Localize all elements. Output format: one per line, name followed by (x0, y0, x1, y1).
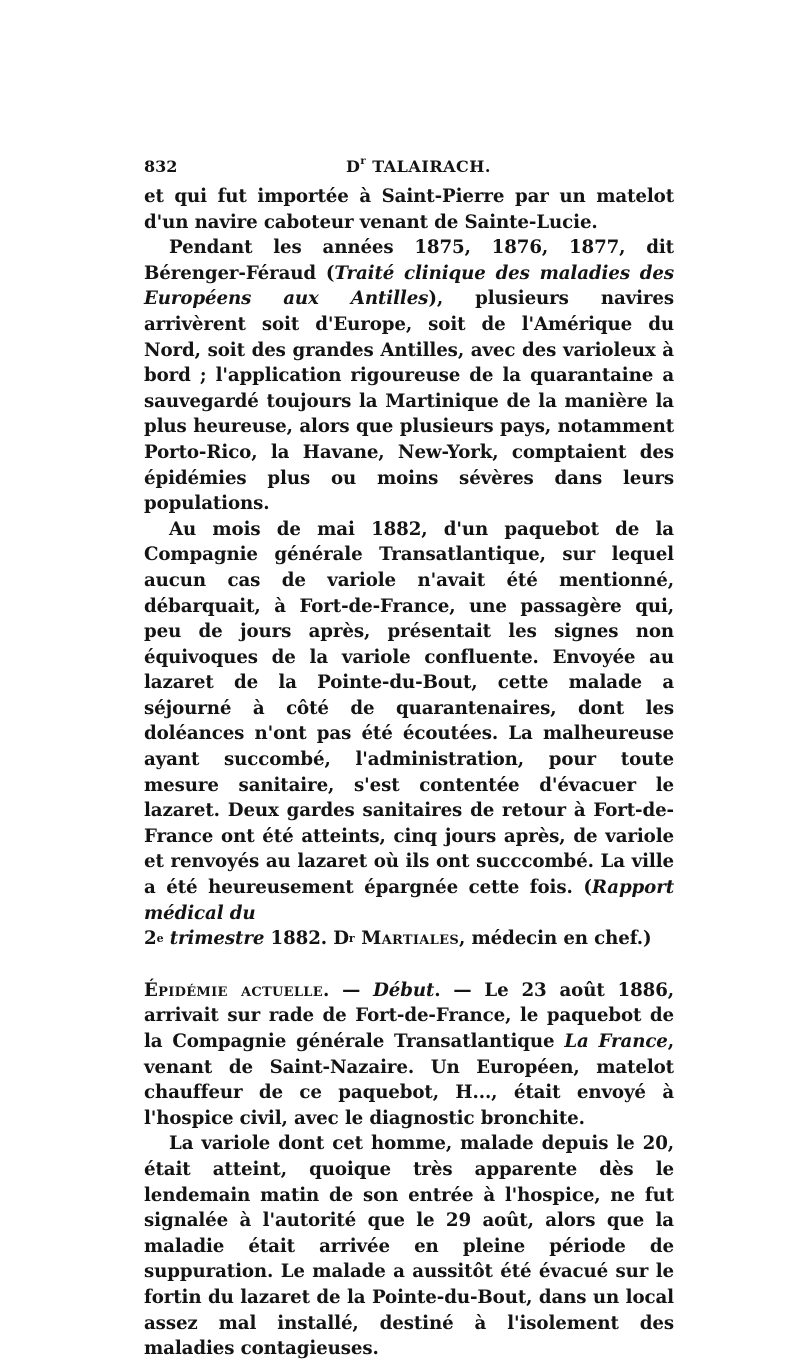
body-text (144, 184, 674, 1362)
section-gap (144, 952, 674, 978)
paragraph-3-report-title-2: trimestre (163, 928, 265, 950)
paragraph-2-book-title: Traité clinique des maladies des Européens aux Antilles (144, 262, 674, 310)
ship-name: La France (564, 1031, 668, 1052)
paragraph-4 (144, 978, 674, 1132)
paragraph-1-text: et qui fut importée à Saint-Pierre par un matelot d'un navire caboteur venant de Sainte-Lucie. (144, 186, 674, 233)
paragraph-4-separator: . — (322, 979, 374, 1001)
paragraph-3 (144, 517, 674, 952)
paragraph-3-report-title: Rapport médical du (144, 877, 674, 924)
running-head-name: TALAIRACH. (366, 157, 491, 176)
paragraph-2-text-b: ), plusieurs navires arrivèrent soit d'Europe, soit de l'Amérique du Nord, soit des grandes Antilles, avec des varioleux à bord ; l'application rigoureuse de la quarantaine a sauvegardé toujours la Martinique de la manière la plus heureuse, alors que plusieurs pays, notamment Porto-Rico, la Havane, New-York, comptaient des épidémies plus ou moins sévères dans leurs populations. (144, 288, 674, 515)
paragraph-3-ordinal-suffix: e (156, 932, 164, 946)
running-head (346, 157, 491, 176)
paragraph-5-text: La variole dont cet homme, malade depuis le 20, était atteint, quoique très apparente dès le lendemain matin de son entrée à l'hospice, ne fut signalée à l'autorité que le 29 août, alors que la maladie était arrivée en pleine période de suppuration. Le malade a aussitôt été évacué sur le fortin du lazaret de la Pointe-du-Bout, dans un local assez mal installé, destiné à l'isolement des maladies contagieuses. (144, 1133, 674, 1360)
paragraph-4-text-c: , venant de Saint-Nazaire. Un Européen, matelot chauffeur de ce paquebot, H..., était envoyé à l'hospice civil, avec le diagnostic bronchite. (144, 1031, 675, 1129)
running-head-prefix: D (346, 157, 361, 176)
paragraph-continuation (144, 184, 674, 235)
paragraph-4-text-b: . — Le 23 août 1886, arrivait sur rade de Fort-de-France, le paquebot de la Compagnie générale Transatlantique (144, 979, 674, 1052)
paragraph-3-doctor-superscript: r (348, 932, 355, 946)
paragraph-3-text-c: , médecin en chef.) (459, 928, 652, 950)
running-head-superscript: r (360, 156, 367, 167)
paragraph-2 (144, 235, 674, 517)
page-header (144, 157, 672, 183)
paragraph-5 (144, 1131, 674, 1361)
paragraph-3-text-b: 1882. D (264, 928, 349, 950)
section-heading: Épidémie actuelle (144, 979, 323, 1001)
paragraph-2-text-a: Pendant les années 1875, 1876, 1877, dit Bérenger-Féraud ( (144, 237, 674, 284)
paragraph-3-doctor-name: Martiales (354, 928, 460, 950)
page-number: 832 (144, 157, 178, 176)
subsection-heading: Début (373, 979, 435, 1001)
paragraph-3-ordinal-number: 2 (144, 928, 157, 950)
paragraph-3-text-a: Au mois de mai 1882, d'un paquebot de la Compagnie générale Transatlantique, sur lequel aucun cas de variole n'avait été mentionné, débarquait, à Fort-de-France, une passagère qui, peu de jours après, présentait les signes non équivoques de la variole confluente. Envoyée au lazaret de la Pointe-du-Bout, cette malade a séjourné à côté de quarantenaires, dont les doléances n'ont pas été écoutées. La malheureuse ayant succombé, l'administration, pour toute mesure sanitaire, s'est contentée d'évacuer le lazaret. Deux gardes sanitaires de retour à Fort-de-France ont été atteints, cinq jours après, de variole et renvoyés au lazaret où ils ont succcombé. La ville a été heureusement épargnée cette fois. ( (144, 518, 674, 899)
